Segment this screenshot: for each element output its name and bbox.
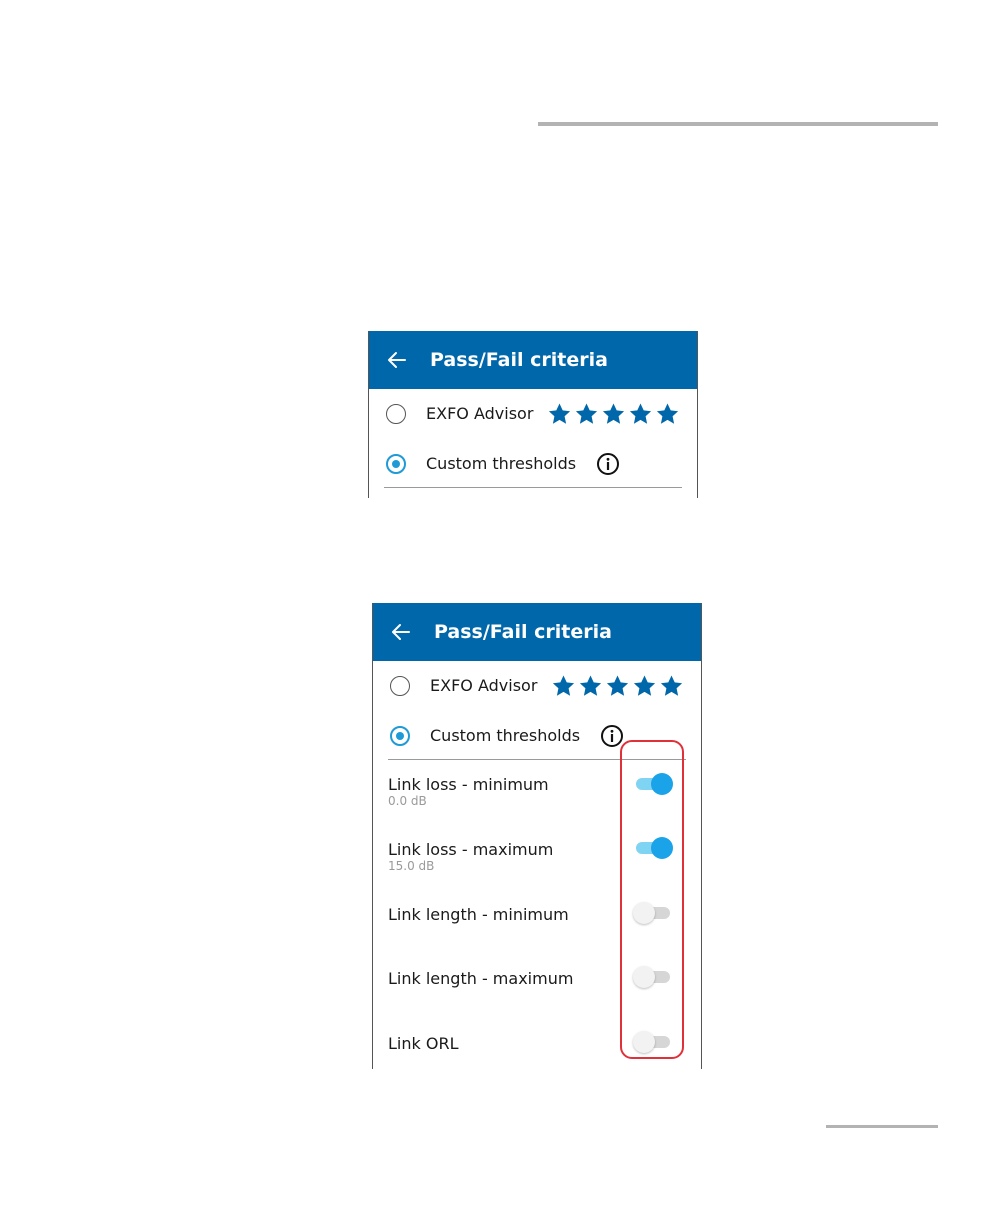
radio-exfo-advisor[interactable]: [386, 404, 406, 424]
star-icon: [655, 402, 680, 426]
option-exfo-advisor[interactable]: [369, 394, 697, 434]
rating-stars: [547, 402, 680, 426]
star-icon: [547, 402, 572, 426]
criterion-label: Link ORL: [388, 1034, 459, 1053]
arrow-left-icon[interactable]: [387, 350, 407, 370]
star-icon: [574, 402, 599, 426]
header-rule: [538, 122, 938, 126]
criterion-value: 15.0 dB: [388, 859, 435, 873]
screenshot-pass-fail-criteria-collapsed: [368, 331, 698, 498]
option-label: EXFO Advisor: [426, 404, 534, 423]
option-label: Custom thresholds: [430, 726, 581, 745]
star-icon: [605, 674, 630, 698]
arrow-left-icon[interactable]: [391, 622, 411, 642]
criterion-label: Link loss - maximum: [388, 840, 554, 859]
option-label: EXFO Advisor: [430, 676, 538, 695]
divider: [384, 487, 682, 488]
info-icon[interactable]: [600, 724, 624, 748]
radio-custom-thresholds[interactable]: [386, 454, 406, 474]
page-title: Pass/Fail criteria: [434, 621, 612, 643]
option-exfo-advisor[interactable]: [373, 666, 701, 706]
star-icon: [551, 674, 576, 698]
star-icon: [601, 402, 626, 426]
star-icon: [659, 674, 684, 698]
rating-stars: [551, 674, 684, 698]
star-icon: [632, 674, 657, 698]
radio-custom-thresholds[interactable]: [390, 726, 410, 746]
app-bar: [373, 603, 701, 661]
footer-rule: [826, 1125, 938, 1128]
criterion-label: Link length - maximum: [388, 969, 574, 988]
criterion-label: Link loss - minimum: [388, 775, 549, 794]
page-title: Pass/Fail criteria: [430, 349, 608, 371]
option-custom-thresholds[interactable]: [369, 444, 697, 484]
option-label: Custom thresholds: [426, 454, 577, 473]
radio-exfo-advisor[interactable]: [390, 676, 410, 696]
toggle-highlight-annotation: [620, 740, 684, 1059]
star-icon: [578, 674, 603, 698]
app-bar: [369, 331, 697, 389]
info-icon[interactable]: [596, 452, 620, 476]
star-icon: [628, 402, 653, 426]
criterion-label: Link length - minimum: [388, 905, 569, 924]
criterion-value: 0.0 dB: [388, 794, 427, 808]
